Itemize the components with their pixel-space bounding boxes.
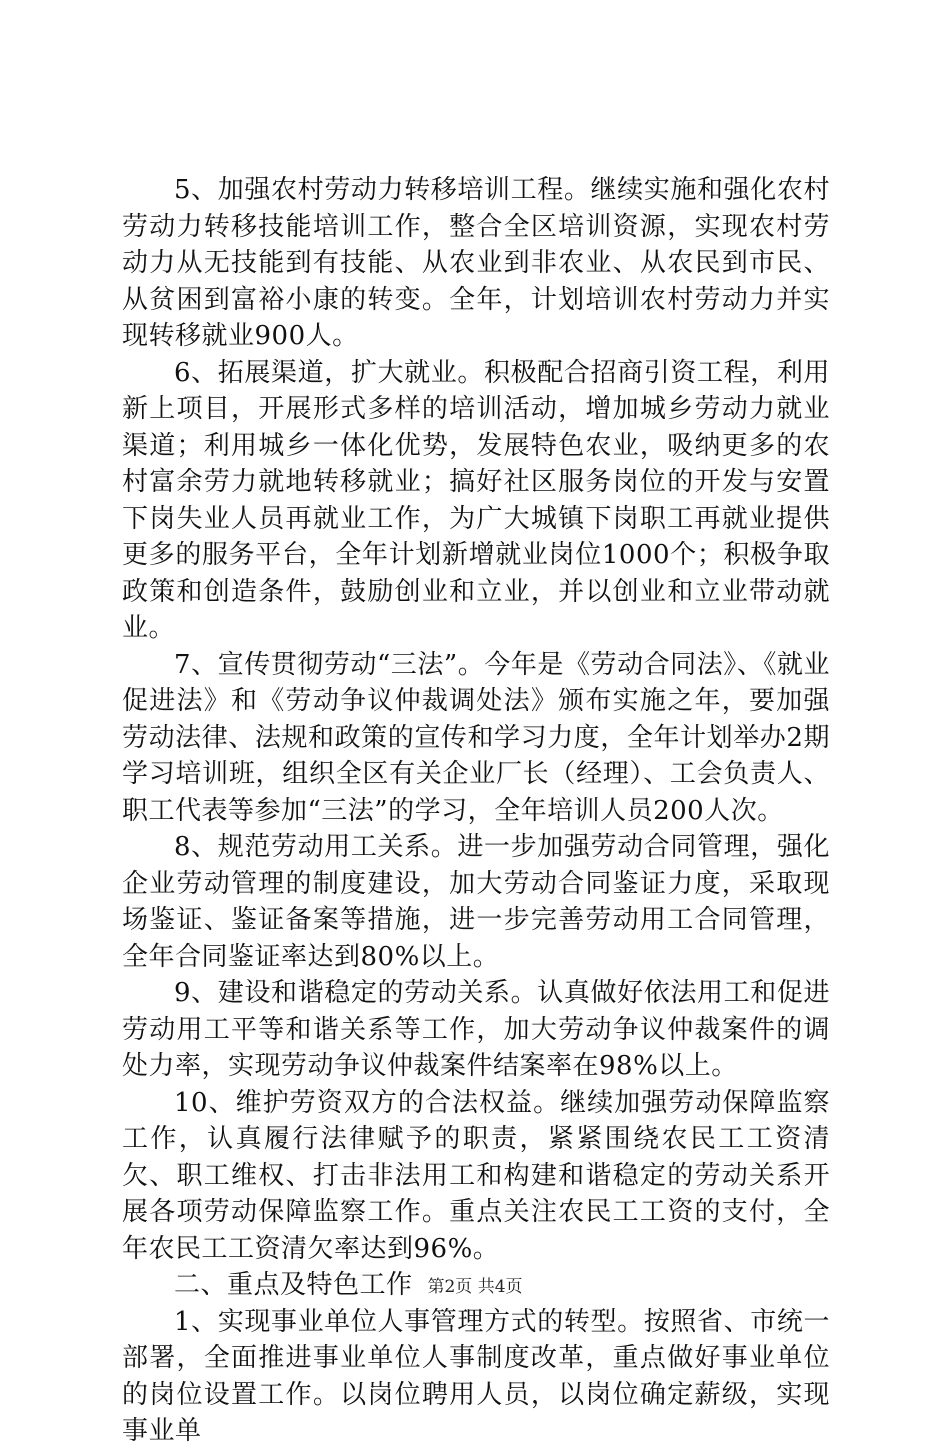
page-footer: 第2页 共4页 [427, 1277, 523, 1297]
paragraph-item-6: 6、拓展渠道，扩大就业。积极配合招商引资工程，利用新上项目，开展形式多样的培训活动，增加城乡劳动力就业渠道；利用城乡一体化优势，发展特色农业，吸纳更多的农村富余劳力就地转移就业；搞好社区服务岗位的开发与安置下岗失业人员再就业工作，为广大城镇下岗职工再就业提供更多的服务平台，全年计划新增就业岗位1000个；积极争取政策和创造条件，鼓励创业和立业，并以创业和立业带动就业。 [122, 357, 830, 643]
paragraph-key-work-1: 1、实现事业单位人事管理方式的转型。按照省、市统一部署，全面推进事业单位人事制度改革，重点做好事业单位的岗位设置工作。以岗位聘用人员，以岗位确定薪级，实现事业单 [122, 1306, 830, 1446]
paragraph-item-8: 8、规范劳动用工关系。进一步加强劳动合同管理，强化企业劳动管理的制度建设，加大劳动合同鉴证力度，采取现场鉴证、鉴证备案等措施，进一步完善劳动用工合同管理，全年合同鉴证率达到80%以上。 [122, 832, 830, 972]
paragraph-item-9: 9、建设和谐稳定的劳动关系。认真做好依法用工和促进劳动用工平等和谐关系等工作，加大劳动争议仲裁案件的调处力率，实现劳动争议仲裁案件结案率在98%以上。 [122, 978, 830, 1081]
paragraph-item-10: 10、维护劳资双方的合法权益。继续加强劳动保障监察工作，认真履行法律赋予的职责，紧紧围绕农民工工资清欠、职工维权、打击非法用工和构建和谐稳定的劳动关系开展各项劳动保障监察工作。重点关注农民工工资的支付，全年农民工工资清欠率达到96%。 [122, 1087, 830, 1264]
document-body [122, 172, 830, 1450]
paragraph-item-7: 7、宣传贯彻劳动“三法”。今年是《劳动合同法》、《就业促进法》和《劳动争议仲裁调处法》颁布实施之年，要加强劳动法律、法规和政策的宣传和学习力度，全年计划举办2期学习培训班，组织全区有关企业厂长（经理）、工会负责人、职工代表等参加“三法”的学习，全年培训人员200人次。 [122, 649, 830, 826]
section-heading: 二、重点及特色工作 [174, 1270, 413, 1300]
paragraph-item-5: 5、加强农村劳动力转移培训工程。继续实施和强化农村劳动力转移技能培训工作，整合全区培训资源，实现农村劳动力从无技能到有技能、从农业到非农业、从农民到市民、从贫困到富裕小康的转变。全年，计划培训农村劳动力并实现转移就业900人。 [122, 175, 830, 351]
